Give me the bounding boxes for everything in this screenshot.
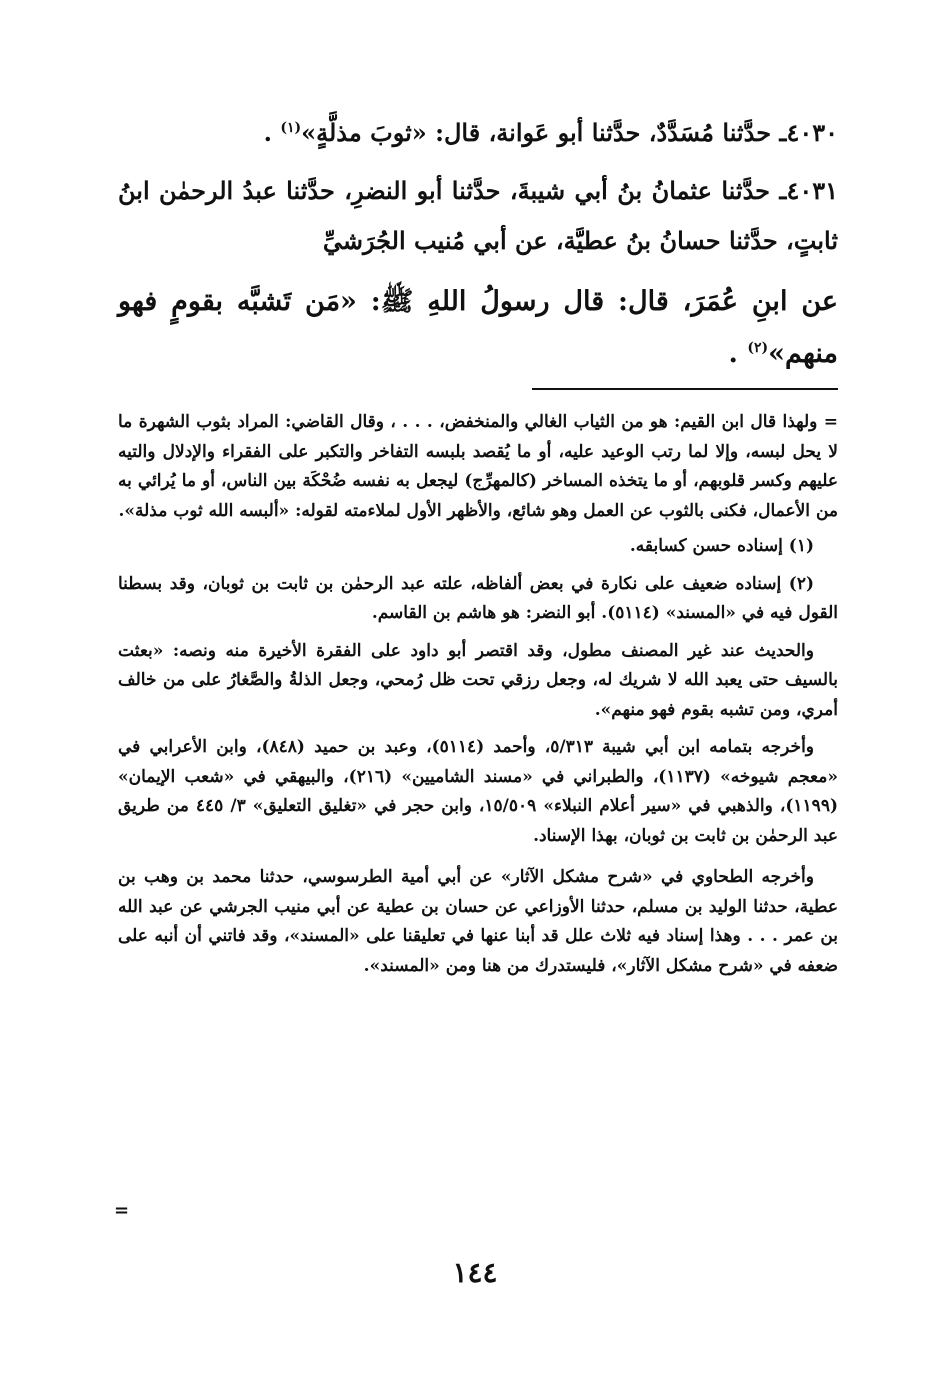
hadith-4030 [118, 108, 838, 158]
footnote-2-para-4: وأخرجه الطحاوي في «شرح مشكل الآثار» عن أبي أمية الطرسوسي، حدثنا محمد بن وهب بن عطية، حدثنا الوليد بن مسلم، حدثنا الأوزاعي عن حسان بن عطية عن أبي منيب الجرشي عن عبد الله بن عمر . . . وهذا إسناد فيه ثلاث علل قد أبنا عنها في تعليقنا على «المسند»، وقد فاتني أن أنبه على ضعفه في «شرح مشكل الآثار»، فليستدرك من هنا ومن «المسند». [118, 867, 838, 976]
continuation-mark: = [114, 1200, 130, 1221]
footnote-ref-2: (٢) [747, 340, 769, 356]
hadith-4031-matn [118, 276, 838, 380]
footnote-1: (١) إسناده حسن كسابقه. [629, 536, 814, 556]
footnote-ref-1: (١) [280, 120, 302, 136]
hadith-4031-end: . [728, 338, 748, 369]
footnote-continuation: = ولهذا قال ابن القيم: هو من الثياب الغالي والمنخفض، . . . ، وقال القاضي: المراد بثوب الشهرة ما لا يحل لبسه، وإلا لما رتب الوعيد عليه، أو ما يُقصد بلبسه التفاخر والتكبر على الفقراء والإدلال والتيه عليهم وكسر قلوبهم، أو ما يتخذه المساخر (كالمهرِّج) ليجعل به نفسه ضُحْكَة بين الناس، أو ما يُرائي به من الأعمال، فكنى بالثوب عن العمل وهو شائع، والأظهر الأول لملاءمته لقوله: «ألبسه الله ثوب مذلة». [118, 412, 838, 521]
hadith-4030-end: . [263, 118, 281, 147]
page-number: ١٤٤ [452, 1256, 498, 1289]
hadith-4031-matn-text: عن ابنِ عُمَرَ، قال: قال رسولُ اللهِ ﷺ: «مَن تَشبَّه بقومٍ فهو منهم» [118, 286, 838, 369]
footnote-2-para-2: والحديث عند غير المصنف مطول، وقد اقتصر أبو داود على الفقرة الأخيرة منه ونصه: «بعثت بالسيف حتى يعبد الله لا شريك له، وجعل رزقي تحت ظل رُمحي، وجعل الذلةُ والصَّغارُ على من خالف أمري، ومن تشبه بقوم فهو منهم». [118, 640, 838, 720]
footnote-2: (٢) إسناده ضعيف على نكارة في بعض ألفاظه، علته عبد الرحمٰن بن ثابت بن ثوبان، وقد بسطنا القول فيه في «المسند» (٥١١٤). أبو النضر: هو هاشم بن القاسم. [118, 573, 838, 623]
hadith-4030-text: ٤٠٣٠ـ حدَّثنا مُسَدَّدٌ، حدَّثنا أبو عَوانة، قال: «ثوبَ مذلَّةٍ» [301, 118, 838, 147]
hadith-4031-isnad: ٤٠٣١ـ حدَّثنا عثمانُ بنُ أبي شيبةَ، حدَّثنا أبو النضرِ، حدَّثنا عبدُ الرحمٰن ابنُ ثابتٍ، حدَّثنا حسانُ بنُ عطيَّة، عن أبي مُنيب الجُرَشيِّ [118, 176, 838, 255]
footnote-separator [532, 388, 838, 390]
footnote-2-para-3: وأخرجه بتمامه ابن أبي شيبة ٥/٣١٣، وأحمد (٥١١٤)، وعبد بن حميد (٨٤٨)، وابن الأعرابي في «معجم شيوخه» (١١٣٧)، والطبراني في «مسند الشاميين» (٢١٦)، والبيهقي في «شعب الإيمان» (١١٩٩)، والذهبي في «سير أعلام النبلاء» ١٥/٥٠٩، وابن حجر في «تغليق التعليق» ٣/ ٤٤٥ من طريق عبد الرحمٰن بن ثابت بن ثوبان، بهذا الإسناد. [118, 737, 838, 846]
hadith-4031 [118, 166, 838, 266]
footnotes [118, 408, 838, 981]
